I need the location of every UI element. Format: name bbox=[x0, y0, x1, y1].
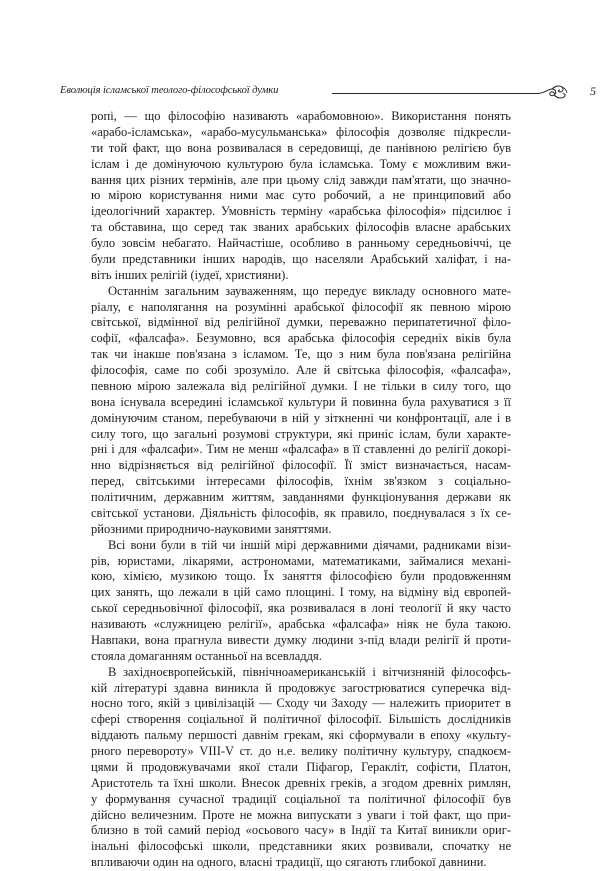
text-line: називають «служницею релігії», арабська «фалсафа» ніяк не була такою. bbox=[91, 617, 511, 631]
text-line: носно того, якій з цивілізацій — Сходу чи Заходу — належить приоритет в bbox=[91, 696, 511, 711]
text-line: кій літературі здавна виникла й продовжує загострюватися суперечка від- bbox=[91, 680, 511, 695]
text-line: політичним, державним життям, завданнями функціонування держави як bbox=[91, 490, 511, 504]
text-line: В західноєвропейській, північноамериканській і вітчизняній філософсь- bbox=[108, 664, 511, 679]
text-line: рні і для «фалсафи». Тим не менш «фалсафа» в її ставленні до релігії докорі- bbox=[91, 442, 511, 457]
text-line: перед, світськими інтересами філософів, їхнім зв'язком з соціально- bbox=[91, 474, 511, 489]
text-line: Аристотель та їхні школи. Внесок древніх греків, а згодом древніх римлян, bbox=[91, 775, 511, 790]
text-line: ріалу, є наполягання на розумінні арабської філософії як певною мірою bbox=[91, 299, 511, 314]
text-line: ської середньовічної філософії, яка розвивалася в лоні теології й яку часто bbox=[91, 601, 511, 616]
flourish-ornament-icon bbox=[539, 83, 569, 103]
text-line: впливаючи один на одного, власні традиції, що сягають глибокої давнини. bbox=[91, 855, 487, 870]
text-line: нно відрізняється від релігійної філософії. Її зміст визначається, насам- bbox=[91, 458, 511, 473]
text-line: вона існувала всередині ісламської культури й повинна була рахуватися з її bbox=[91, 394, 511, 409]
text-line: цями й продовжувачами якої стали Піфагор, Геракліт, софісти, Платон, bbox=[91, 759, 511, 774]
text-line: світської установи. Діяльність філософів, як правило, поєднувалася з їх се- bbox=[91, 505, 511, 520]
text-line: іслам і де домінуючою культурою була ісламська. Тому є можливим вжи- bbox=[91, 156, 511, 171]
text-line: кою, хімією, музикою тощо. Їх заняття філософією були продовженням bbox=[91, 569, 511, 584]
text-line: силу того, що загальні розумові структури, які приніс іслам, були характе- bbox=[91, 426, 511, 441]
paragraph bbox=[91, 665, 511, 871]
text-line: ти той факт, що вона розвивалася в середовищі, де панівною релігією був bbox=[91, 140, 511, 155]
text-line: «арабо-ісламська», «арабо-мусульманська» філософія дозволяє підкресли- bbox=[91, 124, 511, 139]
text-line: близно в той самий період «осьового часу» в Індії та Китаї виникли ориг- bbox=[91, 823, 511, 838]
text-line: Останнім загальним зауваженням, що передує викладу основного мате- bbox=[108, 283, 511, 298]
text-line: Навпаки, вона прагнула вивести думку людини з-під влади релігії й проти- bbox=[91, 632, 511, 647]
text-line: було зовсім небагато. Найчастіше, особливо в ранньому середньовіччі, це bbox=[91, 236, 511, 250]
text-line: рного перевороту» VIII-V ст. до н.е. велику політичну культуру, спадкоєм- bbox=[91, 744, 511, 758]
paragraph bbox=[91, 538, 511, 665]
text-line: інальні філософські школи, представники яких розвивали, спочатку не bbox=[91, 839, 511, 854]
text-line: софії, «фалсафа». Безумовно, вся арабська філософія середніх віків була bbox=[91, 331, 511, 346]
text-line: були представники інших народів, що населяли Арабський халіфат, і на- bbox=[91, 251, 511, 266]
text-line: та обставина, що серед так званих арабських філософів власне арабських bbox=[91, 220, 511, 235]
text-line: стояла домаганням останньої на всевладдя. bbox=[91, 648, 322, 663]
text-line: Всі вони були в тій чи іншій мірі державними діячами, радниками візи- bbox=[108, 537, 511, 552]
page-number: 5 bbox=[590, 84, 596, 98]
text-line: ропі, — що філософію називають «арабомовною». Використання понять bbox=[91, 109, 511, 123]
text-line: цих занять, що лежали в цій само площині. І тому, на відміну від європей- bbox=[91, 585, 511, 600]
text-line: вання цих різних термінів, але при цьому слід завжди пам'ятати, що значно- bbox=[91, 172, 511, 187]
body-text bbox=[91, 109, 511, 871]
text-line: домінуючим станом, перебуваючи в ній у зіткненні чи конфронтації, але і в bbox=[91, 410, 511, 425]
text-line: так чи інакше пов'язана з ісламом. Те, що з ним була пов'язана релігійна bbox=[91, 347, 511, 362]
text-line: ю мірою користування ними має суто робочий, а не принциповий або bbox=[91, 188, 511, 203]
running-header bbox=[60, 82, 596, 102]
header-rule bbox=[332, 93, 540, 94]
text-line: світської, відмінної від релігійної думки, переважно перипатетичної філо- bbox=[91, 315, 511, 330]
text-line: рйозними природничо-науковими заняттями. bbox=[91, 521, 332, 536]
paragraph bbox=[91, 109, 511, 284]
running-header-title: Еволюція ісламської теолого-філософської думки bbox=[60, 85, 279, 96]
text-line: дійсно величезним. Проте не можна випускати з уваги і той факт, що при- bbox=[91, 807, 511, 822]
paragraph bbox=[91, 284, 511, 538]
text-line: віддають пальму першості давнім грекам, які сформували в епоху «культу- bbox=[91, 728, 511, 743]
text-line: віть інших релігій (іудеї, християни). bbox=[91, 267, 289, 282]
text-line: ідеологічний характер. Умовність терміну «арабська філософія» підсилює і bbox=[91, 204, 511, 219]
text-line: філософія, саме по собі зрозуміло. Але й світська філософія, «фалсафа», bbox=[91, 363, 511, 377]
text-line: сфері створення соціальної й політичної філософії. Більшість дослідників bbox=[91, 712, 511, 727]
text-line: певною мірою залежала від релігійної думки. І не тільки в силу того, що bbox=[91, 378, 511, 393]
text-line: у формування сучасної традиції соціальної та політичної філософії був bbox=[91, 791, 511, 806]
text-line: рів, юристами, лікарями, астрономами, математиками, займалися механі- bbox=[91, 553, 511, 568]
